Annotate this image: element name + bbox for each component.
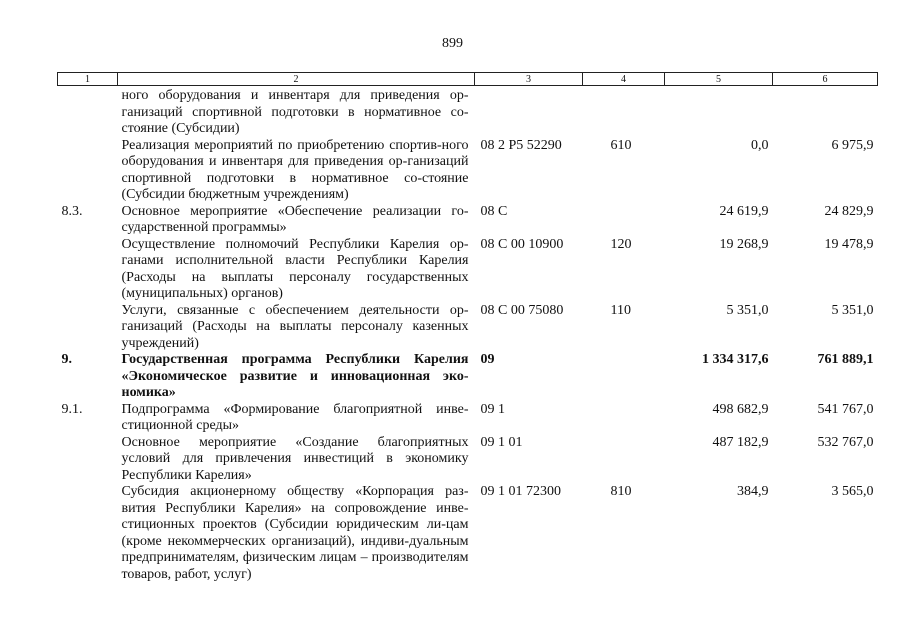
row-amount-year-1: 19 268,9 bbox=[719, 236, 769, 252]
header-col-2: 2 bbox=[118, 73, 475, 86]
row-expense-type: 810 bbox=[610, 484, 632, 499]
row-amount-year-2: 541 767,0 bbox=[817, 401, 874, 417]
table-row bbox=[58, 138, 878, 204]
row-amount-year-1: 498 682,9 bbox=[712, 401, 769, 417]
row-amount-year-1 bbox=[665, 88, 773, 138]
header-col-1: 1 bbox=[58, 73, 118, 86]
table-header bbox=[58, 73, 878, 86]
row-amount-year-2: 3 565,0 bbox=[831, 484, 874, 499]
row-expense-type bbox=[583, 204, 665, 237]
table-row bbox=[58, 303, 878, 353]
header-col-4: 4 bbox=[583, 73, 665, 86]
row-expense-type: 610 bbox=[610, 137, 632, 153]
row-target-code: 09 1 01 bbox=[480, 434, 523, 450]
row-amount-year-1: 5 351,0 bbox=[726, 302, 769, 318]
table-row bbox=[58, 435, 878, 485]
row-name: Основное мероприятие «Создание благоприятных условий для привлечения инвестиций в экономику Республики Карелия» bbox=[121, 434, 469, 483]
row-name: Подпрограмма «Формирование благоприятной инве-стиционной среды» bbox=[121, 401, 469, 433]
row-amount-year-2: 5 351,0 bbox=[831, 302, 874, 318]
row-amount-year-2: 19 478,9 bbox=[824, 236, 874, 252]
table-row bbox=[58, 237, 878, 303]
row-target-code: 08 С bbox=[480, 203, 508, 219]
header-col-5: 5 bbox=[665, 73, 773, 86]
row-expense-type bbox=[583, 435, 665, 485]
row-amount-year-2 bbox=[773, 88, 878, 138]
row-number: 9.1. bbox=[61, 401, 83, 417]
row-amount-year-1: 384,9 bbox=[737, 484, 769, 499]
row-target-code: 08 С 00 75080 bbox=[480, 302, 564, 318]
row-expense-type bbox=[583, 352, 665, 402]
row-amount-year-1: 0,0 bbox=[751, 137, 769, 153]
row-number bbox=[58, 138, 118, 204]
row-expense-type bbox=[583, 88, 665, 138]
row-target-code: 09 bbox=[480, 352, 495, 367]
header-col-3: 3 bbox=[475, 73, 583, 86]
row-name: ного оборудования и инвентаря для приведения ор-ганизаций спортивной подготовки в нормативное со-стояние (Субсидии) bbox=[121, 88, 469, 136]
row-target-code bbox=[475, 88, 583, 138]
row-number: 8.3. bbox=[61, 203, 83, 219]
row-number bbox=[58, 237, 118, 303]
page-number: 899 bbox=[442, 36, 463, 51]
row-amount-year-1: 24 619,9 bbox=[719, 203, 769, 219]
row-name: Основное мероприятие «Обеспечение реализации го-сударственной программы» bbox=[121, 203, 469, 235]
table-row bbox=[58, 484, 878, 583]
table-row bbox=[58, 402, 878, 435]
table-row bbox=[58, 88, 878, 138]
table-row bbox=[58, 352, 878, 402]
row-amount-year-2: 6 975,9 bbox=[831, 137, 874, 153]
row-number bbox=[58, 303, 118, 353]
row-amount-year-1: 1 334 317,6 bbox=[702, 352, 769, 367]
row-expense-type bbox=[583, 402, 665, 435]
row-amount-year-2: 761 889,1 bbox=[817, 352, 874, 367]
row-number bbox=[58, 88, 118, 138]
row-number: 9. bbox=[61, 352, 72, 367]
row-amount-year-2: 532 767,0 bbox=[817, 434, 874, 450]
row-target-code: 08 С 00 10900 bbox=[480, 236, 564, 252]
row-target-code: 09 1 bbox=[480, 401, 505, 417]
row-amount-year-1: 487 182,9 bbox=[712, 434, 769, 450]
row-name: Государственная программа Республики Карелия «Экономическое развитие и инновационная эко-номика» bbox=[121, 352, 469, 400]
row-target-code: 09 1 01 72300 bbox=[480, 484, 561, 499]
row-expense-type: 120 bbox=[610, 236, 632, 252]
row-name: Субсидия акционерному обществу «Корпорация раз-вития Республики Карелия» на сопровождение инве-стиционных проектов (Субсидии юридическим ли-цам (кроме некоммерческих организаций), индиви-дуальным предпринимателям, физическим лицам – производителям товаров, работ, услуг) bbox=[121, 484, 469, 582]
header-col-6: 6 bbox=[773, 73, 878, 86]
row-name: Услуги, связанные с обеспечением деятельности ор-ганизаций (Расходы на выплаты персоналу казенных учреждений) bbox=[121, 302, 469, 351]
row-amount-year-2: 24 829,9 bbox=[824, 203, 874, 219]
table-body bbox=[58, 86, 878, 584]
row-expense-type: 110 bbox=[610, 302, 631, 318]
row-name: Осуществление полномочий Республики Карелия ор-ганами исполнительной власти Республики Карелия (Расходы на выплаты персоналу государственных (муниципальных) органов) bbox=[121, 236, 469, 301]
row-name: Реализация мероприятий по приобретению спортив-ного оборудования и инвентаря для приведения ор-ганизаций спортивной подготовки в нормативное со-стояние (Субсидии бюджетным учреждениям) bbox=[121, 137, 469, 202]
table-row bbox=[58, 204, 878, 237]
row-number bbox=[58, 435, 118, 485]
row-number bbox=[58, 484, 118, 583]
row-target-code: 08 2 P5 52290 bbox=[480, 137, 562, 153]
budget-table bbox=[57, 72, 878, 583]
